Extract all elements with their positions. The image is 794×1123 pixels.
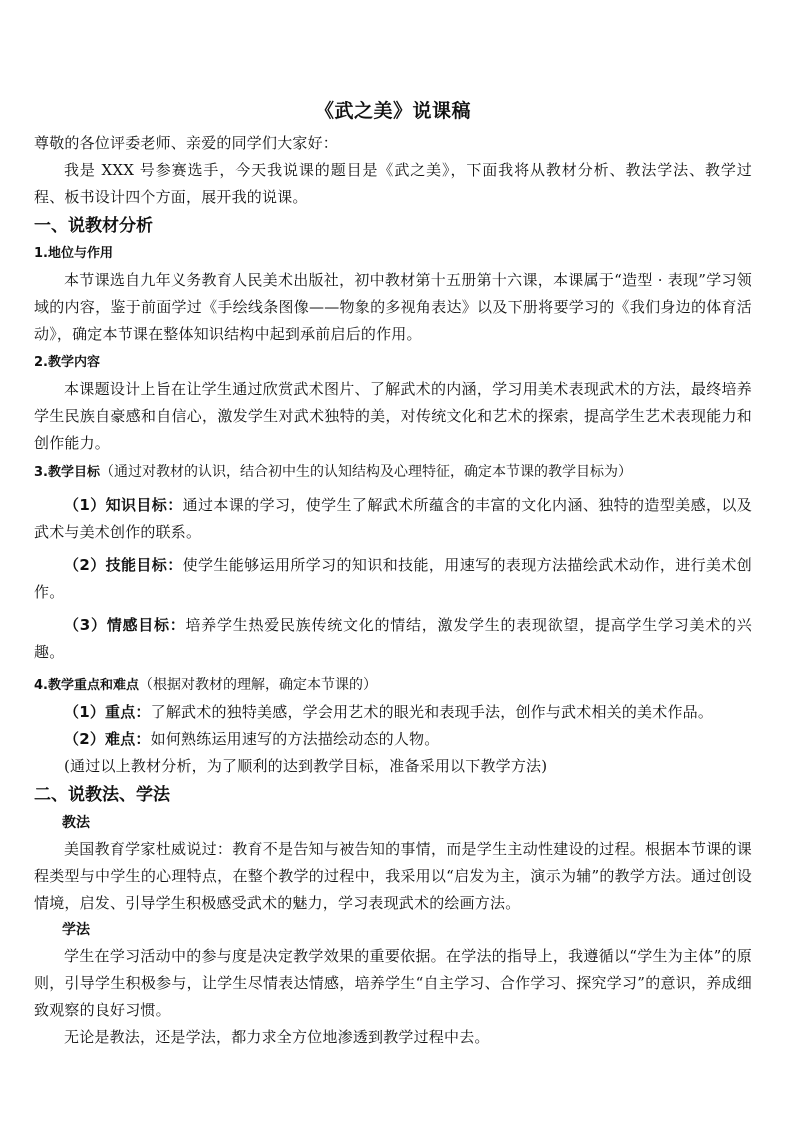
keypoints-title-text: 4.教学重点和难点 — [34, 678, 139, 693]
goals-note: （通过对教材的认识，结合初中生的认知结构及心理特征，确定本节课的教学目标为） — [99, 464, 632, 480]
goal-skill-label: （2）技能目标： — [64, 556, 183, 574]
closing-paragraph: 无论是教法，还是学法，都力求全方位地渗透到教学过程中去。 — [64, 1028, 490, 1046]
keypoint-difficulty-label: （2）难点： — [64, 730, 151, 748]
intro-paragraph: 我是 XXX 号参赛选手，今天我说课的题目是《武之美》，下面我将从教材分析、教法学法、教学过程、板书设计四个方面，展开我的说课。 — [34, 161, 752, 206]
goal-emotion-text: 培养学生热爱民族传统文化的情结，激发学生的表现欲望，提高学生学习美术的兴趣。 — [34, 616, 752, 661]
content-paragraph: 本课题设计上旨在让学生通过欣赏武术图片、了解武术的内涵，学习用美术表现武术的方法，最终培养学生民族自豪感和自信心，激发学生对武术独特的美，对传统文化和艺术的探索，提高学生艺术表现能力和创作能力。 — [34, 380, 752, 452]
position-paragraph: 本节课选自九年义务教育人民美术出版社，初中教材第十五册第十六课，本课属于“造型 · 表现”学习领域的内容，鉴于前面学过《手绘线条图像——物象的多视角表达》以及下册将要学习的《我们身边的体育活动》，确定本节课在整体知识结构中起到承前启后的作用。 — [34, 271, 752, 343]
section-2-heading: 二、说教法、学法 — [34, 785, 170, 805]
teaching-method-title: 教法 — [62, 815, 90, 831]
greeting: 尊敬的各位评委老师、亲爱的同学们大家好： — [34, 134, 339, 152]
learning-method-paragraph: 学生在学习活动中的参与度是决定教学效果的重要依据。在学法的指导上，我遵循以“学生为主体”的原则，引导学生积极参与，让学生尽情表达情感，培养学生“自主学习、合作学习、探究学习”的意识，养成细致观察的良好习惯。 — [34, 947, 752, 1019]
keypoints-note: （根据对教材的理解，确定本节课的） — [138, 677, 377, 693]
goal-knowledge — [34, 492, 752, 546]
keypoint-focus-text: 了解武术的独特美感，学会用艺术的眼光和表现手法，创作与武术相关的美术作品。 — [150, 703, 714, 721]
goal-emotion-label: （3）情感目标： — [64, 616, 186, 634]
subsection-keypoints-title — [34, 672, 752, 699]
keypoint-focus-label: （1）重点： — [64, 703, 151, 721]
teaching-method-paragraph: 美国教育学家杜威说过：教育不是告知与被告知的事情，而是学生主动性建设的过程。根据本节课的课程类型与中学生的心理特点，在整个教学的过程中，我采用以“启发为主，演示为辅”的教学方法。通过创设情境，启发、引导学生积极感受武术的魅力，学习表现武术的绘画方法。 — [34, 840, 752, 912]
goal-emotion — [34, 612, 752, 666]
document-page — [34, 96, 752, 1051]
keypoint-focus — [34, 699, 752, 726]
goal-skill — [34, 552, 752, 606]
learning-method-title: 学法 — [62, 922, 90, 938]
document-title: 《武之美》说课稿 — [314, 100, 471, 122]
transition-note: (通过以上教材分析，为了顺利的达到教学目标，准备采用以下教学方法) — [64, 757, 548, 775]
goals-title-text: 3.教学目标 — [34, 465, 100, 480]
keypoint-difficulty — [34, 726, 752, 753]
subsection-content-title: 2.教学内容 — [34, 355, 100, 370]
goal-knowledge-label: （1）知识目标： — [64, 496, 183, 514]
subsection-position-title: 1.地位与作用 — [34, 246, 113, 261]
section-1-heading: 一、说教材分析 — [34, 216, 153, 236]
goal-skill-text: 使学生能够运用所学习的知识和技能，用速写的表现方法描绘武术动作，进行美术创作。 — [34, 556, 752, 601]
keypoint-difficulty-text: 如何熟练运用速写的方法描绘动态的人物。 — [150, 730, 440, 748]
goal-knowledge-text: 通过本课的学习，使学生了解武术所蕴含的丰富的文化内涵、独特的造型美感，以及武术与美术创作的联系。 — [34, 496, 752, 541]
subsection-goals-title — [34, 459, 752, 486]
